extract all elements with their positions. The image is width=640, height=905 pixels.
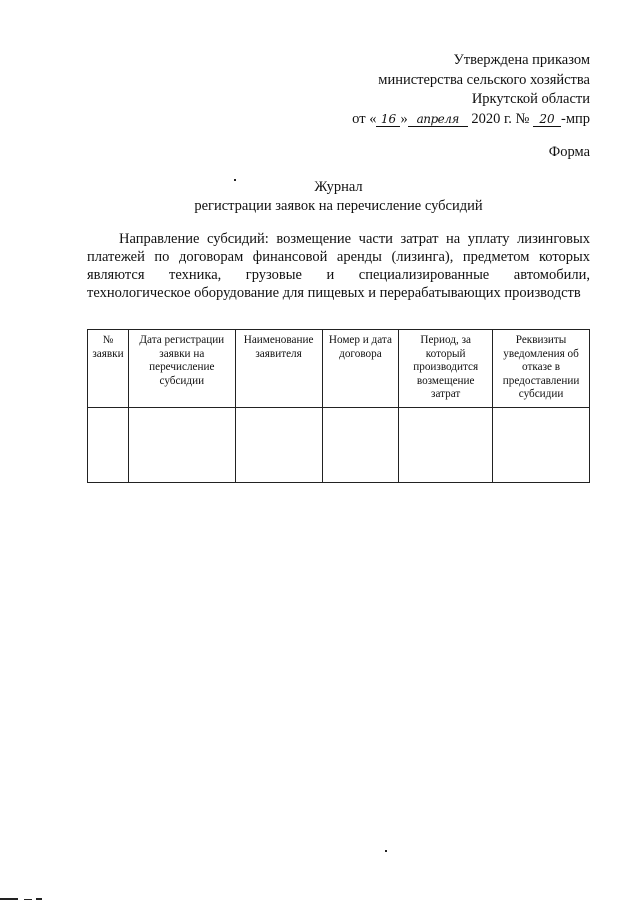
table-cell (235, 408, 322, 483)
scan-edge-mark (0, 898, 18, 900)
column-header: Дата регистрации заявки на перечисление субсидии (128, 330, 235, 408)
table-row (88, 408, 590, 483)
handwritten-order-number: 20 (533, 112, 561, 127)
date-prefix: от « (352, 110, 377, 127)
column-header: Наименование заявителя (235, 330, 322, 408)
journal-heading (87, 178, 590, 216)
approval-block (352, 51, 590, 129)
registration-table (87, 329, 590, 483)
table-header-row (88, 330, 590, 408)
table-cell (399, 408, 493, 483)
journal-title: Журнал (314, 179, 363, 195)
date-quote-close: » (400, 110, 408, 127)
scan-edge-mark (36, 898, 42, 900)
table-cell (88, 408, 129, 483)
scan-edge-mark (24, 899, 32, 900)
approval-date-line (352, 110, 590, 130)
approval-line-3: Иркутской области (471, 91, 590, 107)
subsidy-direction-paragraph: Направление субсидий: возмещение части затрат на уплату лизинговых платежей по договорам финансовой аренды (лизинга), предметом которых являются техника, грузовые и специализированные автомобили, технологическое оборудование для пищевых и перерабатывающих производств (87, 231, 590, 301)
approval-line-1: Утверждена приказом (453, 52, 590, 68)
column-header: Реквизиты уведомления об отказе в предоставлении субсидии (493, 330, 590, 408)
handwritten-day: 16 (376, 112, 400, 127)
column-header: № заявки (88, 330, 129, 408)
table-cell (322, 408, 399, 483)
column-header: Период, за который производится возмещение затрат (399, 330, 493, 408)
scan-dot (234, 179, 236, 181)
table-cell (493, 408, 590, 483)
date-year: 2020 г. № (471, 110, 530, 127)
form-label: Форма (548, 144, 590, 160)
column-header: Номер и дата договора (322, 330, 399, 408)
scan-dot (385, 850, 387, 852)
handwritten-month: апреля (408, 112, 468, 127)
journal-subtitle: регистрации заявок на перечисление субсидий (194, 198, 483, 214)
order-suffix: -мпр (560, 110, 590, 127)
table-cell (128, 408, 235, 483)
approval-line-2: министерства сельского хозяйства (378, 71, 590, 88)
